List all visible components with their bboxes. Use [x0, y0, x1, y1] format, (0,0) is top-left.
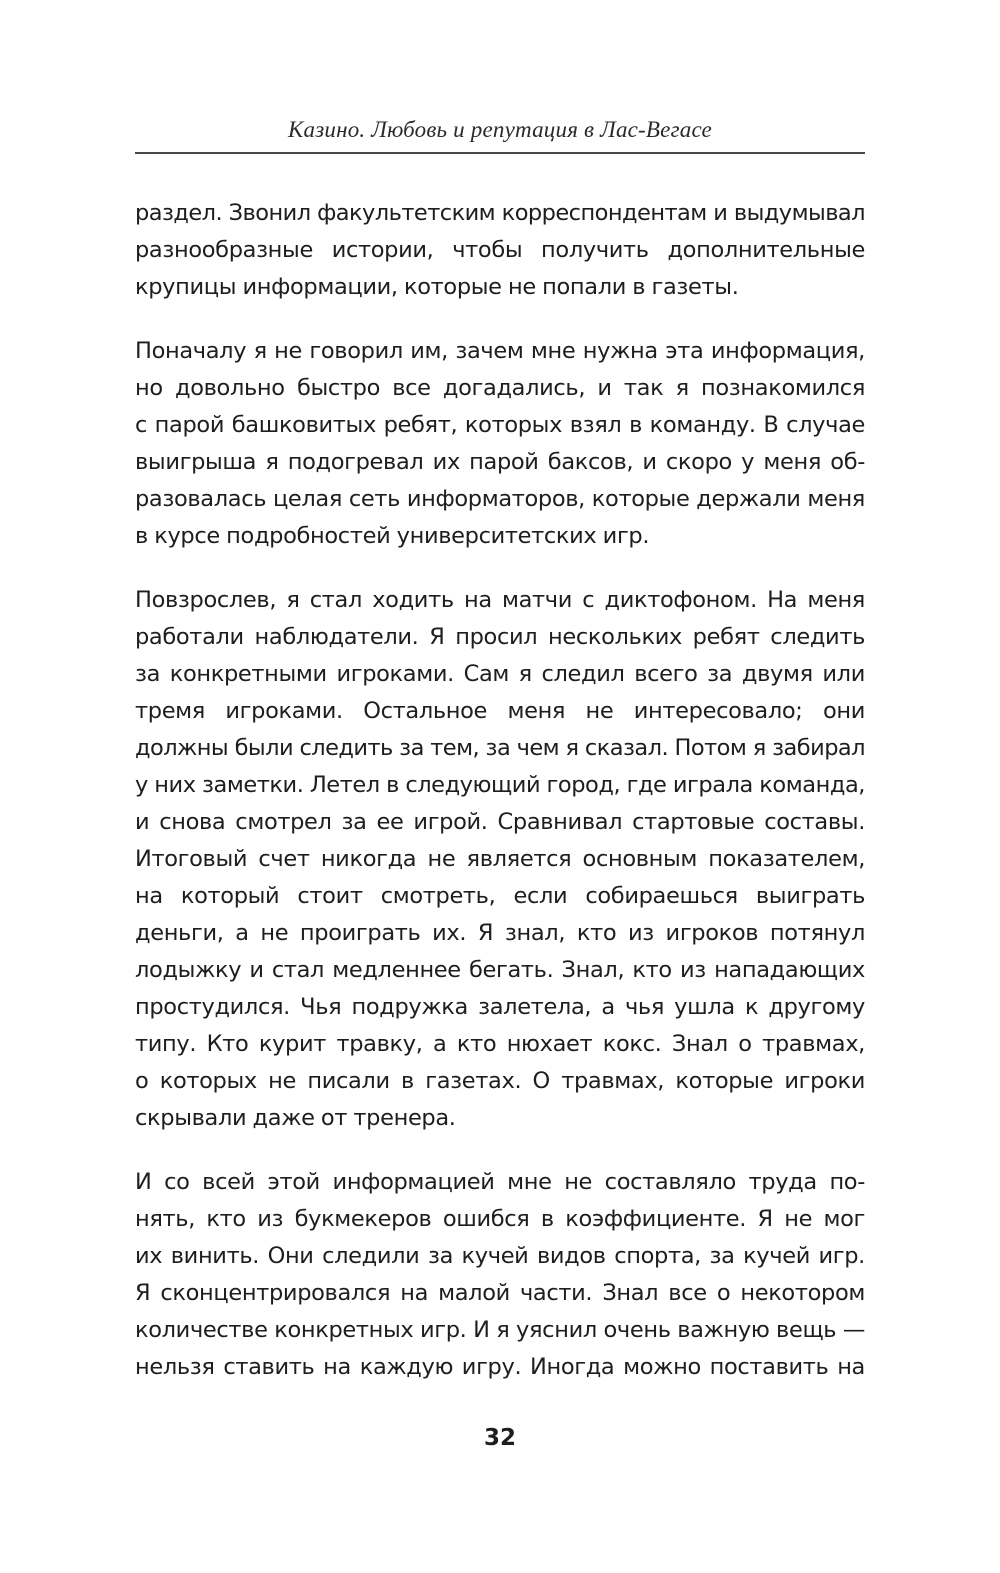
- text-line: нельзя ставить на каждую игру. Иногда можно поставить на: [135, 1354, 865, 1380]
- text-line: разнообразные истории, чтобы получить дополнительные: [135, 237, 865, 263]
- text-line: но довольно быстро все догадались, и так я познакомился: [135, 375, 865, 401]
- text-line: должны были следить за тем, за чем я сказал. Потом я забирал: [135, 735, 865, 761]
- text-line: лодыжку и стал медленнее бегать. Знал, кто из нападающих: [135, 957, 865, 983]
- text-line: Итоговый счет никогда не является основным показателем,: [135, 846, 865, 872]
- text-line: их винить. Они следили за кучей видов спорта, за кучей игр.: [135, 1243, 865, 1269]
- text-line: Я сконцентрировался на малой части. Знал все о некотором: [135, 1280, 865, 1306]
- running-head: Казино. Любовь и репутация в Лас-Вегасе: [288, 117, 712, 142]
- text-line: в курсе подробностей университетских игр.: [135, 523, 650, 549]
- text-line: за конкретными игроками. Сам я следил всего за двумя или: [135, 661, 865, 687]
- paragraph-3: [135, 582, 865, 1137]
- text-line: с парой башковитых ребят, которых взял в команду. В случае: [135, 412, 865, 438]
- text-line: работали наблюдатели. Я просил нескольких ребят следить: [135, 624, 865, 650]
- header-rule: [135, 152, 865, 154]
- text-line: крупицы информации, которые не попали в газеты.: [135, 274, 739, 300]
- text-line: разовалась целая сеть информаторов, которые держали меня: [135, 486, 865, 512]
- paragraph-2: [135, 333, 865, 555]
- paragraph-4: [135, 1164, 865, 1386]
- text-line: выигрыша я подогревал их парой баксов, и скоро у меня об-: [135, 449, 865, 475]
- text-line: раздел. Звонил факультетским корреспондентам и выдумывал: [135, 200, 865, 226]
- text-line: Повзрослев, я стал ходить на матчи с диктофоном. На меня: [135, 587, 865, 613]
- text-line: тремя игроками. Остальное меня не интересовало; они: [135, 698, 865, 724]
- text-line: деньги, а не проиграть их. Я знал, кто из игроков потянул: [135, 920, 865, 946]
- text-line: о которых не писали в газетах. О травмах, которые игроки: [135, 1068, 865, 1094]
- text-line: количестве конкретных игр. И я уяснил очень важную вещь —: [135, 1317, 865, 1343]
- text-line: нять, кто из букмекеров ошибся в коэффициенте. Я не мог: [135, 1206, 865, 1232]
- text-line: типу. Кто курит травку, а кто нюхает кокс. Знал о травмах,: [135, 1031, 865, 1057]
- text-line: Поначалу я не говорил им, зачем мне нужна эта информация,: [135, 338, 865, 364]
- text-line: и снова смотрел за ее игрой. Сравнивал стартовые составы.: [135, 809, 865, 835]
- paragraph-1: [135, 195, 865, 306]
- text-line: простудился. Чья подружка залетела, а чья ушла к другому: [135, 994, 865, 1020]
- text-line: на который стоит смотреть, если собираешься выиграть: [135, 883, 865, 909]
- page-number: 32: [483, 1425, 516, 1451]
- text-line: у них заметки. Летел в следующий город, где играла команда,: [135, 772, 865, 798]
- text-line: скрывали даже от тренера.: [135, 1105, 456, 1131]
- text-line: И со всей этой информацией мне не составляло труда по-: [135, 1169, 865, 1195]
- body-text: [135, 195, 865, 1386]
